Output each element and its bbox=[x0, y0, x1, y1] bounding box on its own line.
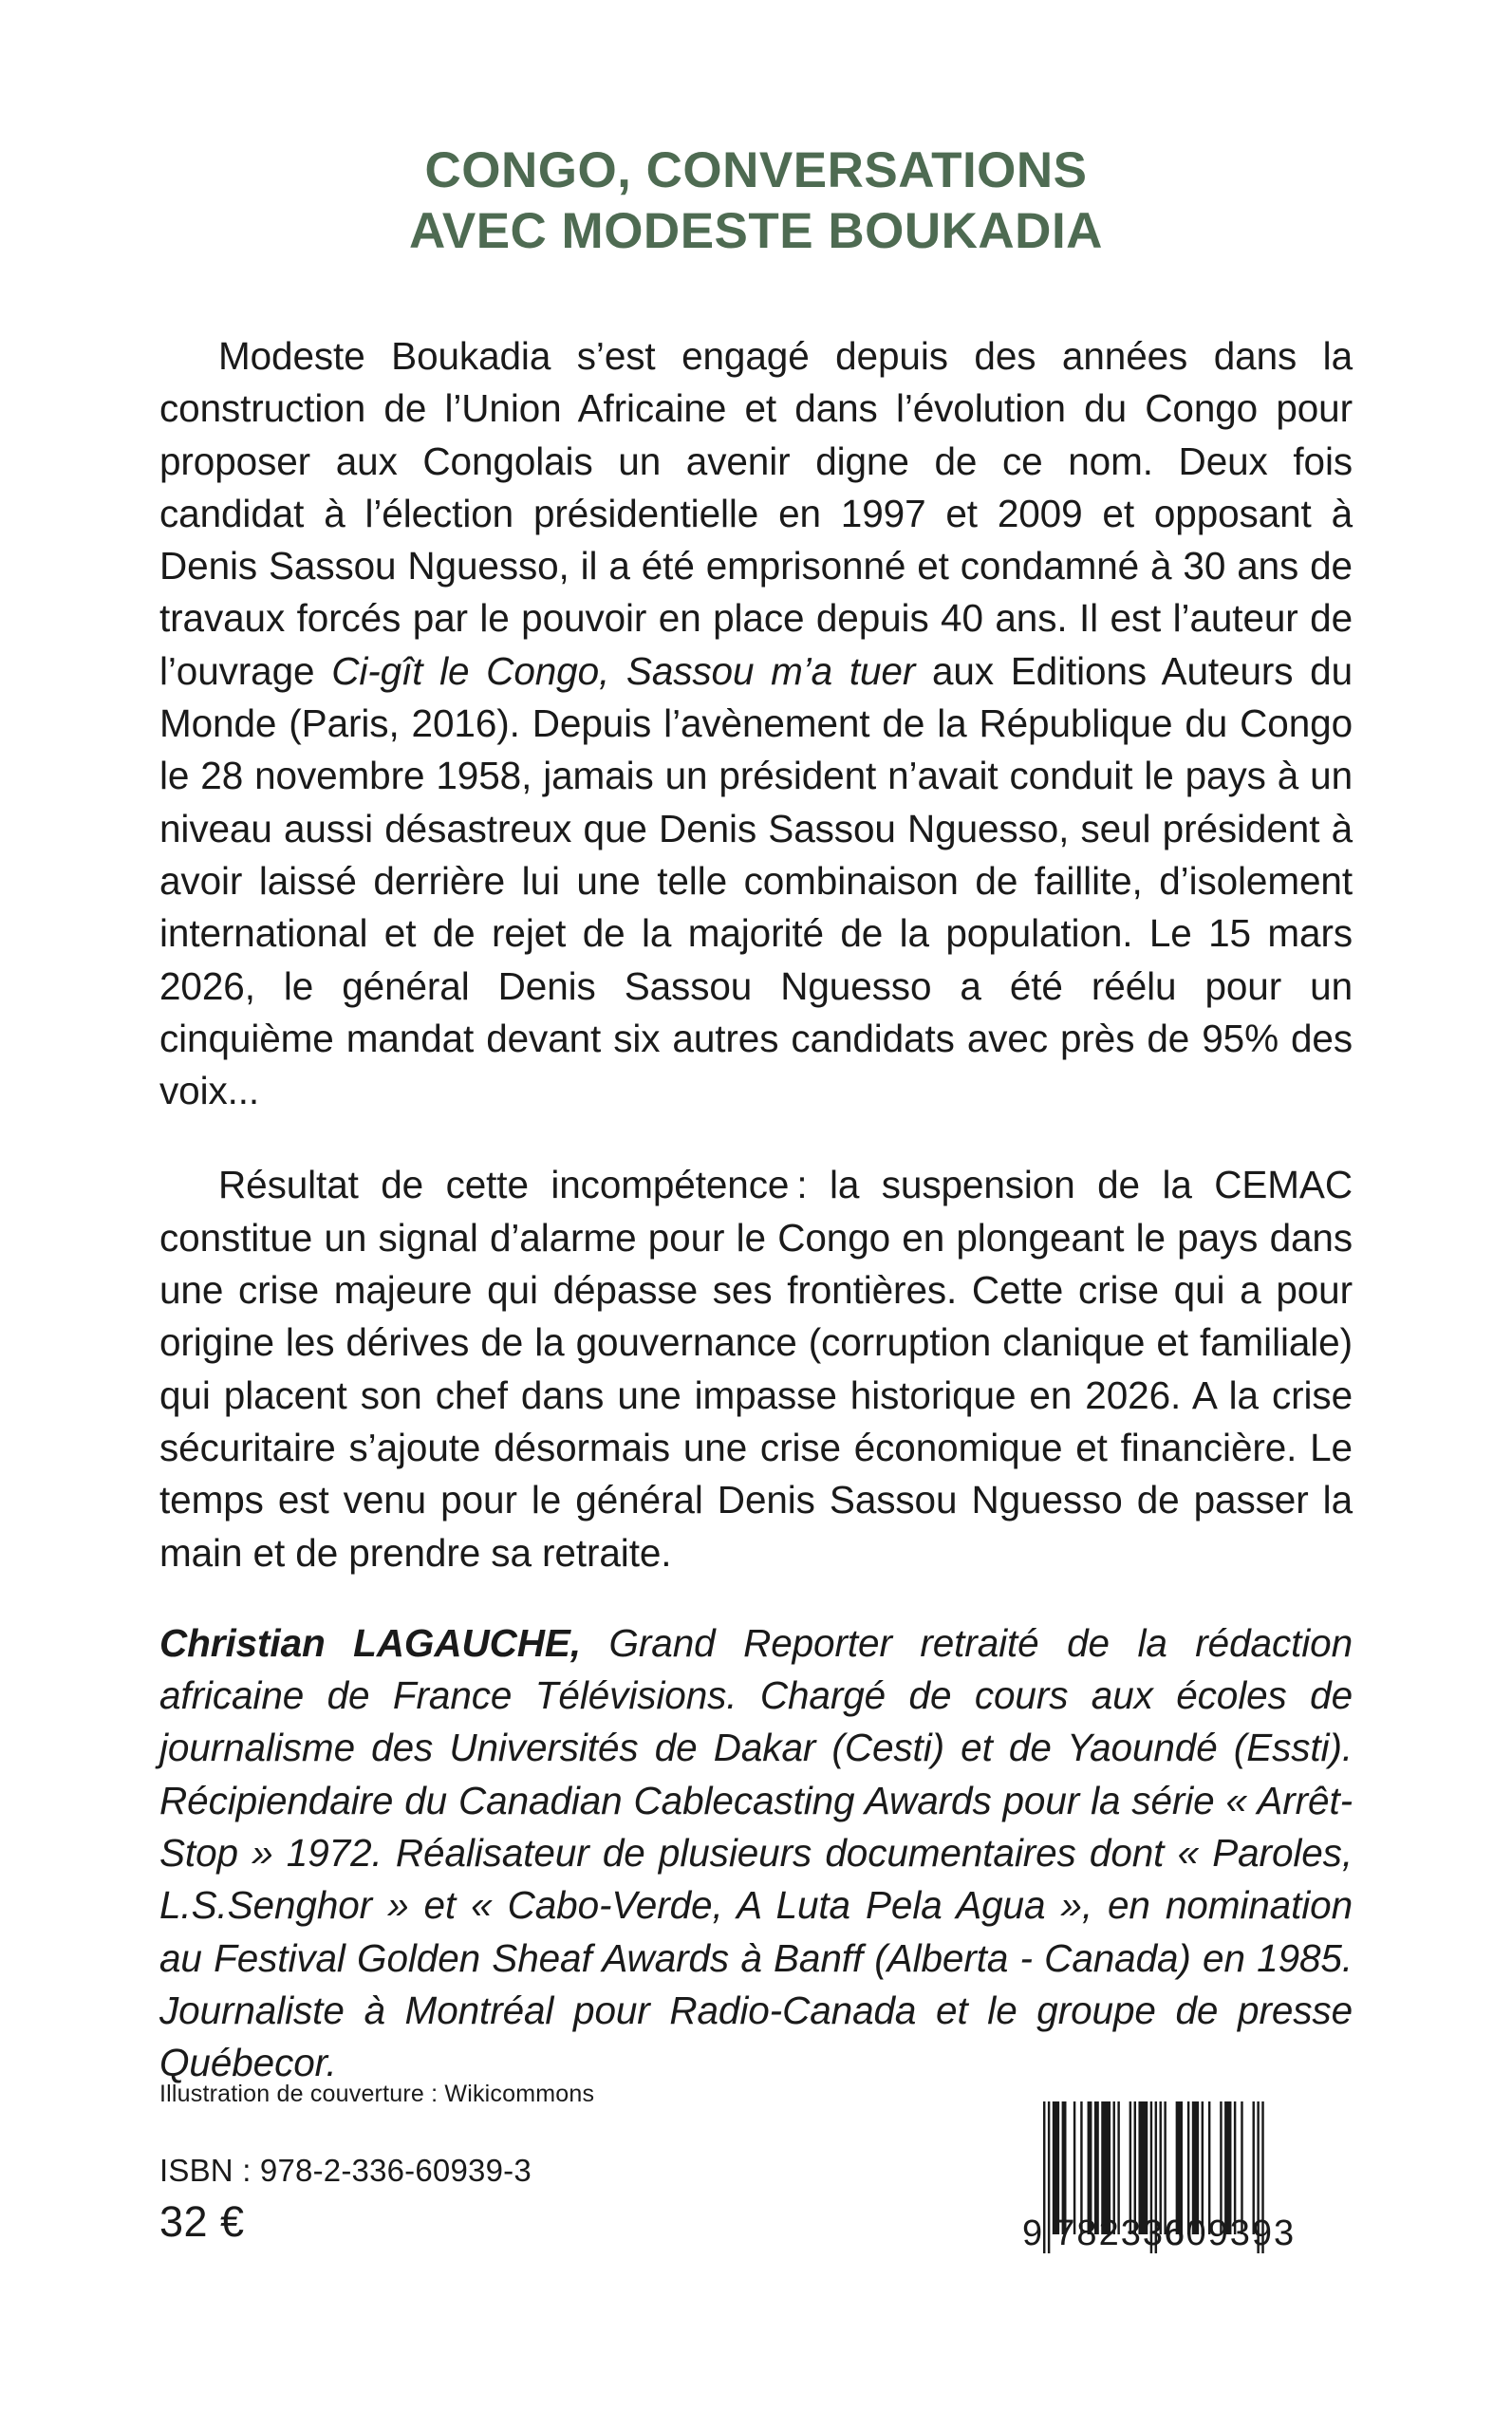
book-title-italic: Ci-gît le Congo, Sassou m’a tuer bbox=[331, 648, 916, 693]
barcode-group-left: 782336 bbox=[1055, 2213, 1187, 2253]
blurb-paragraph-1-part-2: aux Editions Auteurs du Monde (Paris, 2016). Depuis l’avènement de la République du Congo le 28 novembre 1958, jamais un président n’avait conduit le pays à un niveau aussi désastreux que Denis Sassou Nguesso, seul président à avoir laissé derrière lui une telle combinaison de faillite, d’isolement international et de rejet de la majorité de la population. Le 15 mars 2026, le général Denis Sassou Nguesso a été réélu pour un cinquième mandat devant six autres candidats avec près de 95% des voix... bbox=[159, 648, 1353, 1113]
price-text: 32 € bbox=[159, 2197, 245, 2246]
barcode-group-right: 609393 bbox=[1164, 2213, 1297, 2253]
barcode-svg bbox=[978, 2067, 1348, 2305]
blurb-paragraph-1 bbox=[159, 330, 1353, 1117]
footer-left-column bbox=[159, 2079, 881, 2247]
barcode bbox=[978, 2067, 1348, 2305]
author-bio-name: Christian LAGAUCHE, bbox=[159, 1620, 581, 1665]
blurb-paragraph-2: Résultat de cette incompétence : la suspension de la CEMAC constitue un signal d’alarme pour le Congo en plongeant le pays dans une crise majeure qui dépasse ses frontières. Cette crise qui a pour origine les dérives de la gouvernance (corruption clanique et familiale) qui placent son chef dans une impasse historique en 2026. A la crise sécuritaire s’ajoute désormais une crise économique et financière. Le temps est venu pour le général Denis Sassou Nguesso de passer la main et de prendre sa retraite. bbox=[159, 1163, 1353, 1575]
barcode-digit-left: 9 bbox=[1022, 2213, 1043, 2253]
blurb-paragraph-1-part-1: Modeste Boukadia s’est engagé depuis des années dans la construction de l’Union Africaine et dans l’évolution du Congo pour proposer aux Congolais un avenir digne de ce nom. Deux fois candidat à l’élection présidentielle en 1997 et 2009 et opposant à Denis Sassou Nguesso, il a été emprisonné et condamné à 30 ans de travaux forcés par le pouvoir en place depuis 40 ans. Il est l’auteur de l’ouvrage bbox=[159, 334, 1353, 693]
blurb-content bbox=[159, 330, 1353, 2090]
author-bio bbox=[159, 1617, 1353, 2090]
title-line-1: CONGO, CONVERSATIONS bbox=[424, 142, 1088, 198]
title-line-2: AVEC MODESTE BOUKADIA bbox=[409, 203, 1103, 259]
cover-illustration-credit: Illustration de couverture : Wikicommons bbox=[159, 2081, 595, 2107]
page-title bbox=[0, 140, 1512, 262]
isbn-text: ISBN : 978-2-336-60939-3 bbox=[159, 2153, 532, 2188]
author-bio-text: Grand Reporter retraité de la rédaction africaine de France Télévisions. Chargé de cours aux écoles de journalisme des Universités de Dakar (Cesti) et de Yaoundé (Essti). Récipiendaire du Canadian Cablecasting Awards pour la série « Arrêt-Stop » 1972. Réalisateur de plusieurs documentaires dont « Paroles, L.S.Senghor » et « Cabo-Verde, A Luta Pela Agua », en nomination au Festival Golden Sheaf Awards à Banff (Alberta - Canada) en 1985. Journaliste à Montréal pour Radio-Canada et le groupe de presse Québecor. bbox=[159, 1620, 1353, 2085]
